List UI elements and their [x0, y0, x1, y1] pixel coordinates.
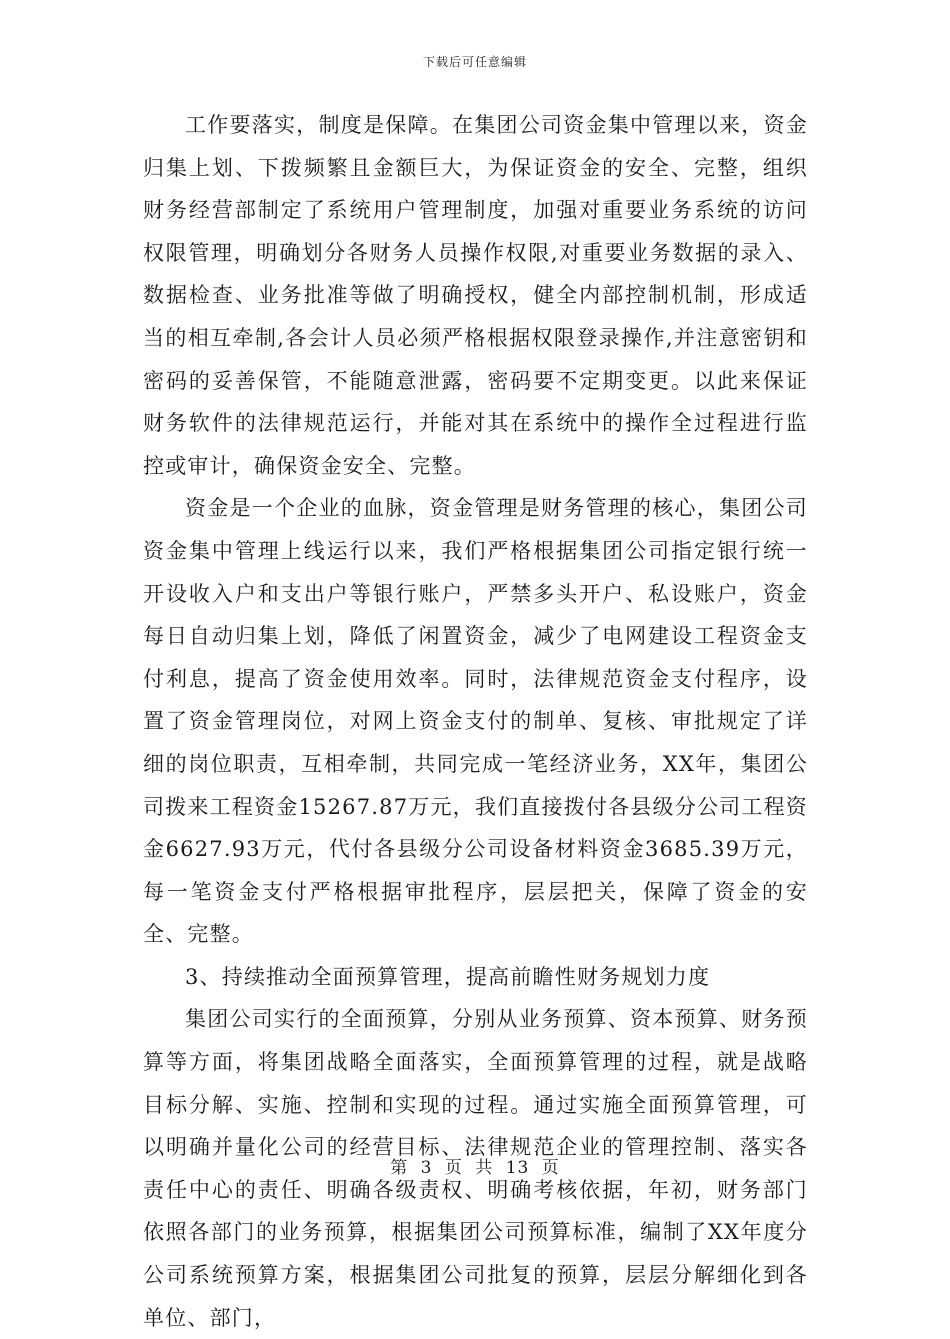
paragraph-budget-management: 集团公司实行的全面预算，分别从业务预算、资本预算、财务预算等方面，将集团战略全面落实，全面预算管理的过程，就是战略目标分解、实施、控制和实现的过程。通过实施全面预算管理，可以明确并量化公司的经营目标、法律规范企业的管理控制、落实各责任中心的责任、明确各级责权、明确考核依据，年初，财务部门依照各部门的业务预算，根据集团公司预算标准，编制了XX年度分公司系统预算方案，根据集团公司批复的预算，层层分解细化到各单位、部门，: [143, 1007, 808, 1330]
header-note: 下载后可任意编辑: [422, 55, 527, 69]
paragraph-fund-management: 资金是一个企业的血脉，资金管理是财务管理的核心，集团公司资金集中管理上线运行以来，我们严格根据集团公司指定银行统一开设收入户和支出户等银行账户，严禁多头开户、私设账户，资金每日自动归集上划，降低了闲置资金，减少了电网建设工程资金支付利息，提高了资金使用效率。同时，法律规范资金支付程序，设置了资金管理岗位，对网上资金支付的制单、复核、审批规定了详细的岗位职责，互相牵制，共同完成一笔经济业务，XX年，集团公司拨来工程资金15267.87万元，我们直接拨付各县级分公司工程资金6627.93万元，代付各县级分公司设备材料资金3685.39万元，每一笔资金支付严格根据审批程序，层层把关，保障了资金的安全、完整。: [143, 496, 808, 947]
page-number: 第 3 页 共 13 页: [390, 1158, 560, 1178]
section-heading-budget: 3、持续推动全面预算管理，提高前瞻性财务规划力度: [185, 964, 711, 989]
paragraph-system-management: 工作要落实，制度是保障。在集团公司资金集中管理以来，资金归集上划、下拨频繁且金额巨大，为保证资金的安全、完整，组织财务经营部制定了系统用户管理制度，加强对重要业务系统的访问权限管理，明确划分各财务人员操作权限,对重要业务数据的录入、数据检查、业务批准等做了明确授权，健全内部控制机制，形成适当的相互牵制,各会计人员必须严格根据权限登录操作,并注意密钥和密码的妥善保管，不能随意泄露，密码要不定期变更。以此来保证财务软件的法律规范运行，并能对其在系统中的操作全过程进行监控或审计，确保资金安全、完整。: [143, 113, 808, 478]
